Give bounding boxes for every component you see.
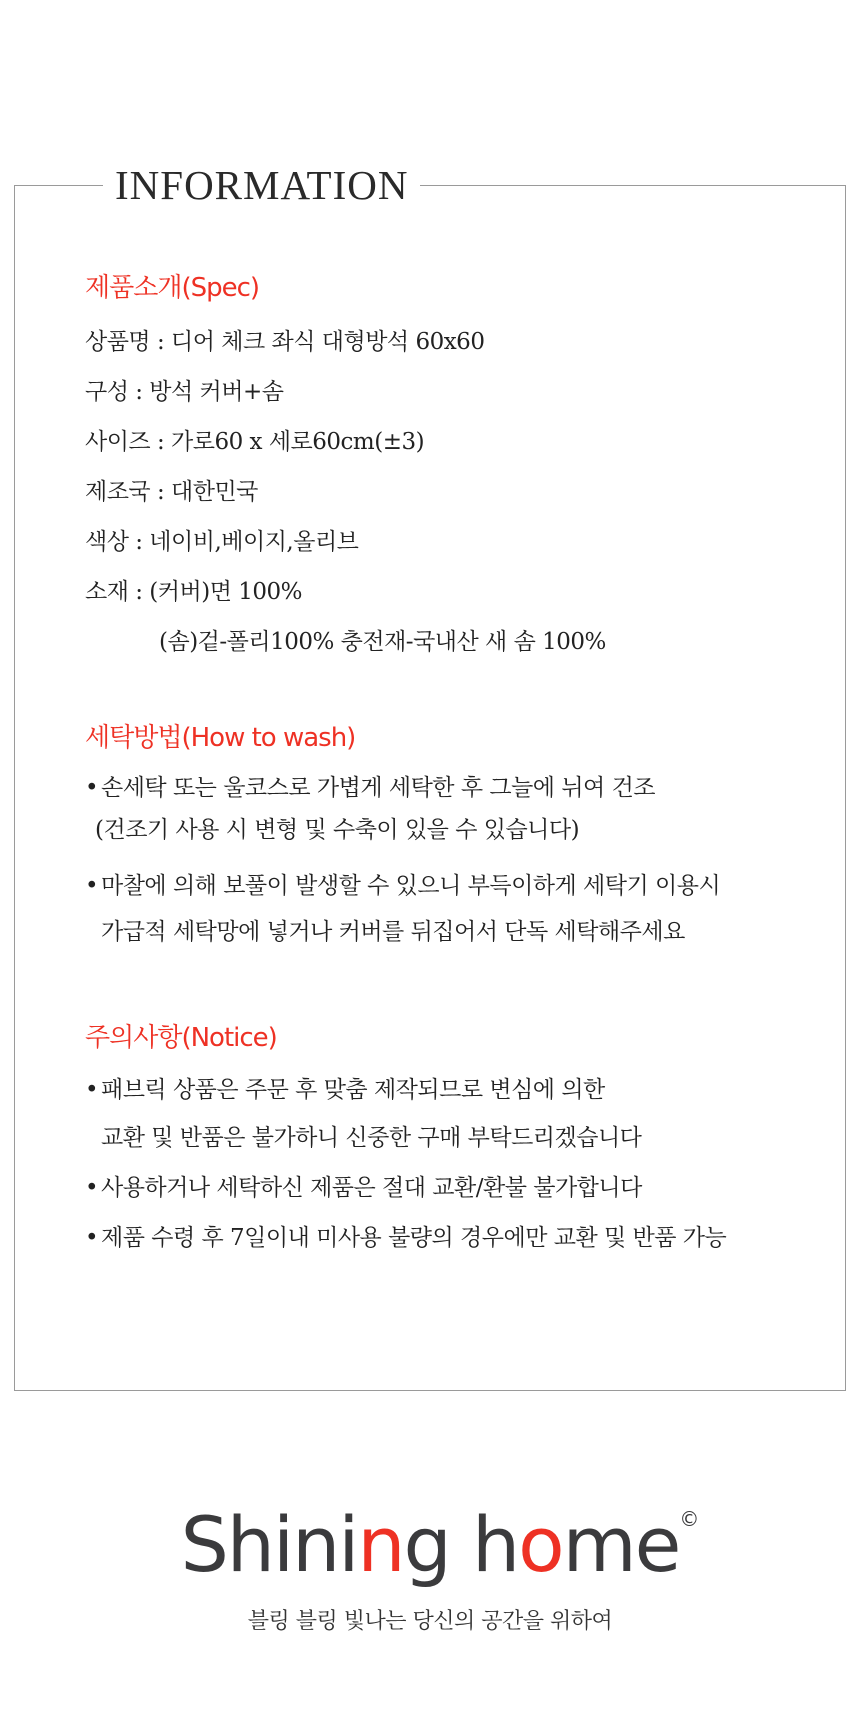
wash-item-1 [85, 767, 825, 809]
spec-heading: 제품소개(Spec) [85, 273, 260, 303]
spec-size: 사이즈 : 가로60 x 세로60cm(±3) [85, 429, 425, 455]
bullet: • [85, 1225, 99, 1251]
copyright-icon: © [679, 1507, 700, 1531]
wash-item-1-text: 손세탁 또는 울코스로 가볍게 세탁한 후 그늘에 뉘여 건조 [101, 775, 656, 801]
logo-text-1: Shini [180, 1500, 358, 1589]
notice-item-1-text: 패브릭 상품은 주문 후 맞춤 제작되므로 변심에 의한 [101, 1077, 605, 1103]
spec-section [85, 271, 825, 667]
wash-section [85, 721, 825, 957]
bullet: • [85, 1077, 99, 1103]
notice-item-2 [85, 1163, 825, 1213]
shining-home-logo [180, 1500, 700, 1589]
spec-composition: 구성 : 방석 커버+솜 [85, 379, 284, 405]
bullet: • [85, 1175, 99, 1201]
spec-origin: 제조국 : 대한민국 [85, 479, 258, 505]
brand-footer [0, 1500, 860, 1637]
notice-item-1 [85, 1067, 825, 1113]
logo-accent-1: n [357, 1500, 404, 1589]
notice-section [85, 1021, 825, 1263]
information-title: INFORMATION [103, 158, 420, 212]
notice-heading: 주의사항(Notice) [85, 1023, 277, 1053]
information-box [14, 162, 846, 1391]
spec-material-filling: (솜)겉-폴리100% 충전재-국내산 새 솜 100% [159, 629, 606, 655]
wash-item-1-note: (건조기 사용 시 변형 및 수축이 있을 수 있습니다) [95, 817, 580, 843]
logo-text-3: me [562, 1500, 680, 1589]
wash-item-2-text: 마찰에 의해 보풀이 발생할 수 있으니 부득이하게 세탁기 이용시 [101, 873, 721, 899]
brand-tagline: 블링 블링 빛나는 당신의 공간을 위하여 [247, 1609, 613, 1634]
notice-item-1-cont: 교환 및 반품은 불가하니 신중한 구매 부탁드리겠습니다 [101, 1125, 642, 1151]
wash-item-2-cont: 가급적 세탁망에 넣거나 커버를 뒤집어서 단독 세탁해주세요 [101, 919, 685, 945]
notice-item-2-text: 사용하거나 세탁하신 제품은 절대 교환/환불 불가합니다 [101, 1175, 642, 1201]
notice-item-3-text: 제품 수령 후 7일이내 미사용 불량의 경우에만 교환 및 반품 가능 [101, 1225, 727, 1251]
notice-item-3 [85, 1213, 825, 1263]
spec-material: 소재 : (커버)면 100% [85, 579, 302, 605]
spec-product-name: 상품명 : 디어 체크 좌식 대형방석 60x60 [85, 329, 485, 355]
spec-colors: 색상 : 네이비,베이지,올리브 [85, 529, 359, 555]
bullet: • [85, 775, 99, 801]
wash-item-2 [85, 865, 825, 907]
wash-heading: 세탁방법(How to wash) [85, 723, 356, 753]
logo-text-2: g h [403, 1500, 519, 1589]
logo-accent-2: o [518, 1500, 563, 1589]
bullet: • [85, 873, 99, 899]
